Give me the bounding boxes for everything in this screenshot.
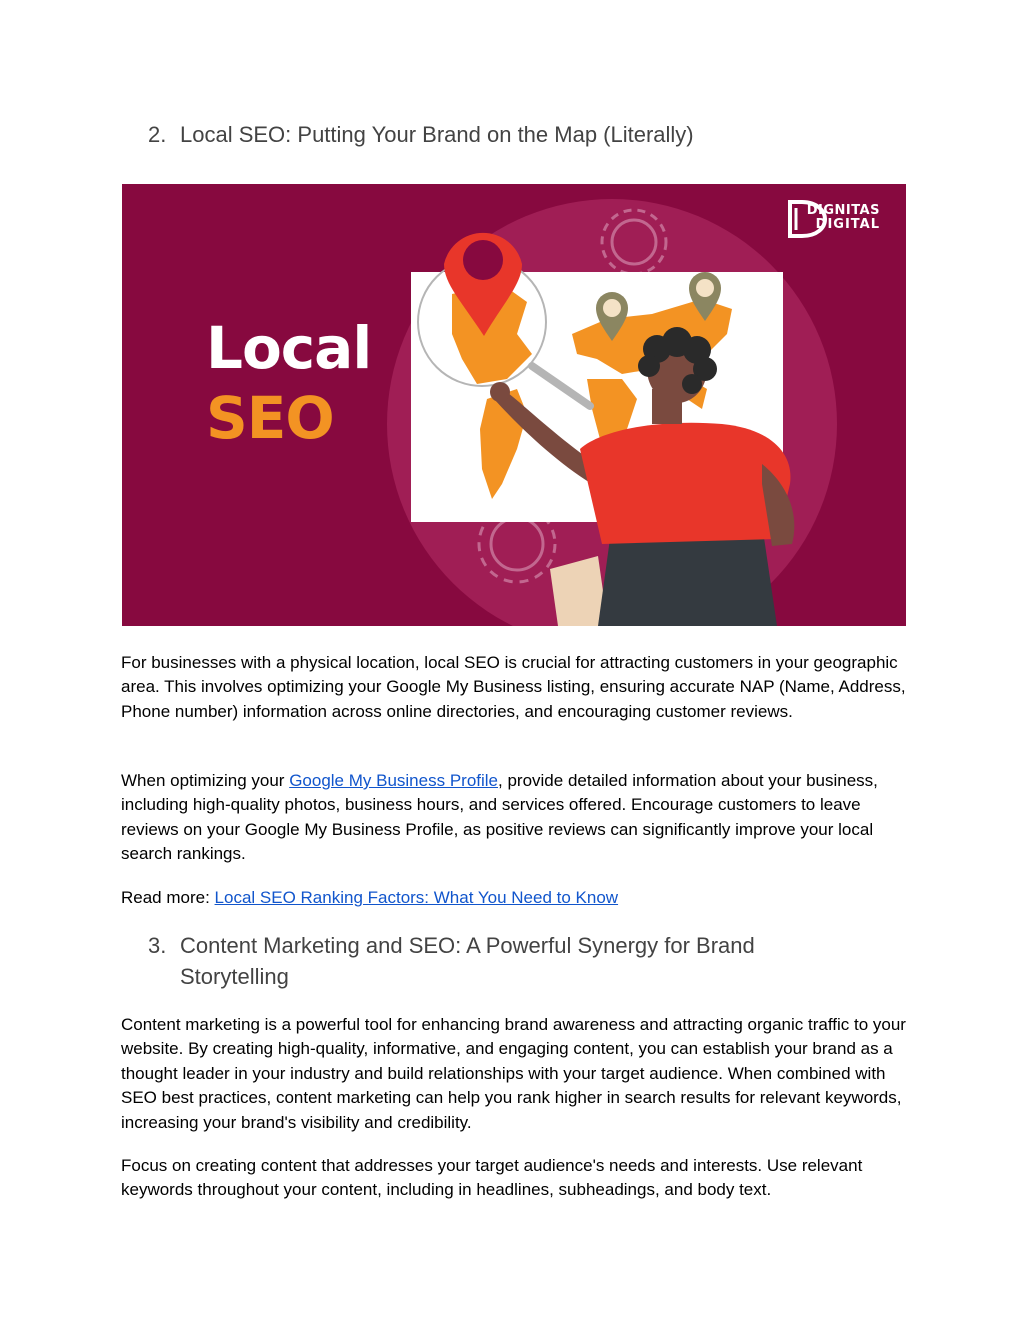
paragraph-gmb-profile [121, 769, 911, 867]
paragraph-read-more [121, 886, 911, 910]
brand-name-line2: DIGITAL [815, 217, 880, 232]
section-title: Local SEO: Putting Your Brand on the Map (Literally) [180, 122, 694, 147]
google-my-business-profile-link[interactable]: Google My Business Profile [289, 771, 499, 790]
text-segment: When optimizing your [121, 771, 290, 790]
section-heading-content-marketing [148, 930, 848, 992]
hero-image-local-seo [122, 184, 906, 626]
brand-name-line1: DIGNITAS [806, 203, 880, 218]
read-more-label: Read more: [121, 888, 215, 907]
hero-title-seo: SEO [206, 384, 334, 452]
section-number: 3. [148, 933, 167, 958]
section-title: Content Marketing and SEO: A Powerful Synergy for Brand Storytelling [180, 933, 755, 989]
section-number: 2. [148, 122, 167, 147]
text-segment: , provide detailed information about your business, including high-quality photos, business hours, and services offered. Encourage customers to leave reviews on your Google My Business Profile, as positive reviews can significantly improve your local search rankings. [121, 771, 878, 864]
section-heading-local-seo [148, 119, 694, 150]
local-seo-ranking-factors-link[interactable]: Local SEO Ranking Factors: What You Need to Know [214, 888, 619, 907]
hero-title-local: Local [206, 314, 372, 382]
paragraph-focus-content: Focus on creating content that addresses your target audience's needs and interests. Use relevant keywords throughout your content, including in headlines, subheadings, and body text. [121, 1156, 863, 1200]
paragraph-local-seo-intro: For businesses with a physical location, local SEO is crucial for attracting customers in your geographic area. This involves optimizing your Google My Business listing, ensuring accurate NAP (Name, Address, Phone number) information across online directories, and encouraging customer reviews. [121, 653, 906, 721]
paragraph-content-marketing: Content marketing is a powerful tool for enhancing brand awareness and attracting organic traffic to your website. By creating high-quality, informative, and engaging content, you can establish your brand as a thought leader in your industry and build relationships with your target audience. When combined with SEO best practices, content marketing can help you rank higher in search results for relevant keywords, increasing your brand's visibility and credibility. [121, 1015, 906, 1132]
